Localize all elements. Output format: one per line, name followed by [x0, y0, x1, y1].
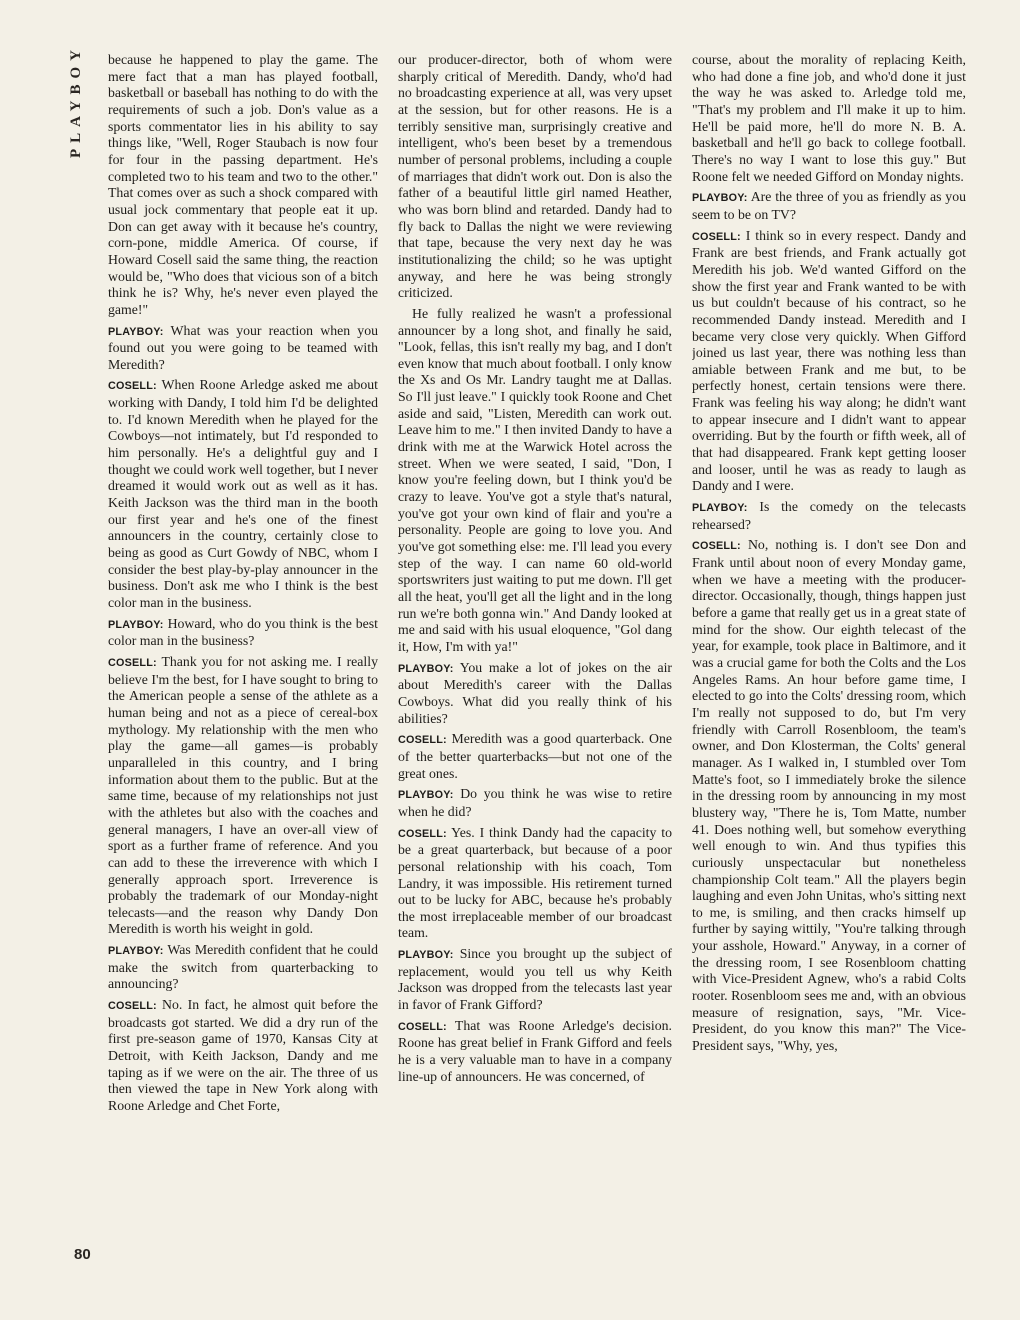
paragraph [692, 189, 966, 223]
paragraph [398, 731, 672, 782]
paragraph-text: course, about the morality of replacing Keith, who had done a fine job, and who'd done it just the way he was asked to. Arledge told me, "That's my problem and I'll make it up to him. He'll be paid more, he'll do more N. B. A. basketball and he'll go back to college football. There's no way I want to lose this guy." But Roone felt we needed Gifford on Monday nights. [692, 52, 966, 184]
speaker-label: PLAYBOY: [108, 618, 164, 631]
paragraph-text: When Roone Arledge asked me about working with Dandy, I told him I'd be delighted to. I'd known Meredith when he played for the Cowboys—not intimately, but I'd responded to him personally. He's a delightful guy and I thought we could work well together, but I never dreamed it would work out as well as it has. Keith Jackson was the third man in the booth our first year and he's one of the finest announcers in the country, certainly close to being as good as Curt Gowdy of NBC, whom I consider the best play-by-play announcer in the business. Don't ask me who I think is the best color man in the business. [108, 377, 378, 610]
paragraph-text: I think so in every respect. Dandy and Frank are best friends, and Frank actually got Meredith his job. We'd wanted Gifford on the show the first year and Frank wanted to be with us but couldn't because of his contract, so he recommended Dandy instead. Meredith and I became very close very quickly. When Gifford joined us last year, there was nothing less than amiable between Frank and me but, to be perfectly honest, certain tensions were there. Frank was feeling his way along; he didn't want to appear insecure and I didn't want to appear overriding. But by the fourth or fifth week, all of that had disappeared. Frank kept getting looser and looser, until he was as ready to laugh as Dandy and I were. [692, 227, 966, 494]
paragraph [108, 52, 378, 319]
paragraph-text: Was Meredith confident that he could make the switch from quarterbacking to announcing? [108, 942, 378, 992]
speaker-label: PLAYBOY: [398, 662, 454, 675]
paragraph-text: Since you brought up the subject of replacement, would you tell us why Keith Jackson was dropped from the telecasts last year in favor of Frank Gifford? [398, 946, 672, 1013]
paragraph [398, 946, 672, 1014]
speaker-label: PLAYBOY: [692, 502, 748, 515]
column-1 [108, 52, 378, 1302]
speaker-label: PLAYBOY: [108, 325, 164, 338]
paragraph [398, 825, 672, 943]
speaker-label: COSELL: [108, 380, 157, 393]
paragraph-text: That was Roone Arledge's decision. Roone has great belief in Frank Gifford and feels he is a very valuable man to have in a company line-up of announcers. He was concerned, of [398, 1017, 672, 1084]
paragraph [398, 660, 672, 728]
paragraph-text: Are the three of you as friendly as you seem to be on TV? [692, 189, 966, 222]
paragraph [108, 377, 378, 611]
speaker-label: COSELL: [398, 1020, 447, 1033]
paragraph [398, 786, 672, 820]
paragraph-text: No. In fact, he almost quit before the broadcasts got started. We did a dry run of the first pre-season game of 1970, Kansas City at Detroit, with Keith Jackson, Dandy and me taping as if we were on the air. The three of us then viewed the tape in New York along with Roone Arledge and Chet Forte, [108, 997, 378, 1114]
paragraph-text: Yes. I think Dandy had the capacity to be a great quarterback, but because of a poor personal relationship with his coach, Tom Landry, it was impossible. His retirement turned out to be lucky for ABC, because he's probably the most irreplaceable member of our broadcast team. [398, 824, 672, 941]
paragraph-text: because he happened to play the game. The mere fact that a man has played football, basketball or baseball has nothing to do with the requirements of such a job. Don's value as a sports commentator lies in his ability to say things like, "Well, Roger Staubach is now four for four in the passing department. He's completed two to his team and two to the other." That comes over as such a shock compared with usual jock commentary that people eat it up. Don can get away with it because he's country, corn-pone, middle America. Of course, if Howard Cosell said the same thing, the reaction would be, "Who does that vicious son of a bitch think he is? Why, he's never even played the game!" [108, 52, 378, 317]
speaker-label: COSELL: [108, 656, 157, 669]
speaker-label: COSELL: [692, 230, 741, 243]
paragraph-text: Howard, who do you think is the best color man in the business? [108, 615, 378, 649]
page-number: 80 [74, 1246, 91, 1263]
speaker-label: PLAYBOY: [692, 192, 748, 205]
masthead: PLAYBOY [68, 44, 84, 158]
paragraph [692, 499, 966, 533]
speaker-label: PLAYBOY: [398, 949, 454, 962]
speaker-label: PLAYBOY: [108, 945, 164, 958]
paragraph [108, 997, 378, 1115]
paragraph [108, 616, 378, 650]
paragraph-text: Is the comedy on the telecasts rehearsed? [692, 499, 966, 532]
paragraph-text: Do you think he was wise to retire when he did? [398, 786, 672, 819]
column-2 [398, 52, 672, 1302]
paragraph [108, 942, 378, 993]
paragraph-text: You make a lot of jokes on the air about Meredith's career with the Dallas Cowboys. What did you really think of his abilities? [398, 659, 672, 726]
paragraph-text: our producer-director, both of whom were sharply critical of Meredith. Dandy, who'd had no broadcasting experience at all, was very upset at the session, but for other reasons. He is a terribly sensitive man, surprisingly creative and intelligent, who's been beset by a tremendous number of personal problems, including a couple of marriages that didn't work out. Don is also the father of a beautiful little girl named Heather, who was born blind and retarded. Dandy had to fly back to Dallas the night we were reviewing that tape, because the very next day he was institutionalizing the child; so he was uptight anyway, and here he was being strongly criticized. [398, 52, 672, 301]
column-3 [692, 52, 966, 1302]
paragraph [398, 52, 672, 302]
paragraph [692, 52, 966, 185]
speaker-label: COSELL: [398, 734, 447, 747]
speaker-label: COSELL: [692, 540, 741, 553]
paragraph-text: Meredith was a good quarterback. One of the better quarterbacks—but not one of the great ones. [398, 731, 672, 781]
paragraph [398, 1018, 672, 1086]
paragraph [108, 654, 378, 938]
paragraph-text: Thank you for not asking me. I really believe I'm the best, for I have sought to bring to the American people a sense of the athlete as a human being and not as a piece of cereal-box mythology. My relationship with the men who play the game—all games—is probably unparalleled in this country, and I bring information about them to the public. But at the same time, because of my relationships not just with the athletes but also with the coaches and general managers, I have an over-all view of sport as a further frame of reference. And you can add to these the irreverence with which I generally approach sport. Irreverence is probably the trademark of our Monday-night telecasts—and the reason why Dandy Don Meredith is worth his weight in gold. [108, 653, 378, 937]
speaker-label: COSELL: [398, 827, 447, 840]
paragraph-text: What was your reaction when you found out you were going to be teamed with Meredith? [108, 322, 378, 372]
paragraph [692, 228, 966, 496]
paragraph-text: No, nothing is. I don't see Don and Frank until about noon of every Monday game, when we have a meeting with the producer-director. Occasionally, though, things happen just before a game that really get us in a great state of mind for the show. Our eighth telecast of the year, for example, took place in Baltimore, and it was a crucial game for both the Colts and the Los Angeles Rams. An hour before game time, I elected to go into the Colts' dressing room, which I'm really not supposed to do, but I'm very friendly with Carroll Rosenbloom, the team's owner, and Don Klosterman, the Colts' general manager. As I walked in, I stumbled over Tom Matte's foot, so I immediately broke the silence in the dressing room by announcing in my most blustery way, "There he is, Tom Matte, number 41. Does nothing well, but somehow everything well enough to win. And thus typifies this curiously unspectacular but nonetheless championship Colt team." All the players begin laughing and even John Unitas, who's sitting next to me, is smiling, and then cracks himself up further by saying wittily, "You're talking through your asshole, Howard." Anyway, in a corner of the dressing room, I see Rosenbloom chatting with Vice-President Agnew, who's a rabid Colts rooter. Rosenbloom sees me and, with an obvious measure of resignation, says, "Mr. Vice-President, do you know this man?" The Vice-President says, "Why, yes, [692, 537, 966, 1054]
paragraph [398, 306, 672, 656]
paragraph [692, 537, 966, 1054]
speaker-label: COSELL: [108, 1000, 157, 1013]
paragraph [108, 323, 378, 374]
speaker-label: PLAYBOY: [398, 789, 454, 802]
paragraph-text: He fully realized he wasn't a professional announcer by a long shot, and finally he said, "Look, fellas, this isn't really my bag, and I don't even know that much about football. I only know the Xs and Os Mr. Landry taught me at Dallas. So I'll just leave." I quickly took Roone and Chet aside and said, "Listen, Meredith can work out. Leave him to me." I then invited Dandy to have a drink with me at the Warwick Hotel across the street. When we were seated, I said, "Don, I know you're feeling down, but I think you'd be crazy to leave. You've got a style that's natural, you've got your own kind of flair and you're a personality. People are going to love you. And you've got something else: me. I'll lead you every step of the way. I can name 60 old-world sportswriters just waiting to put me down. I'll get all the heat, you'll get all the light and in the long run we're both gonna win." And Dandy looked at me and said with his usual eloquence, "Gol dang it, How, I'm with ya!" [398, 305, 672, 654]
